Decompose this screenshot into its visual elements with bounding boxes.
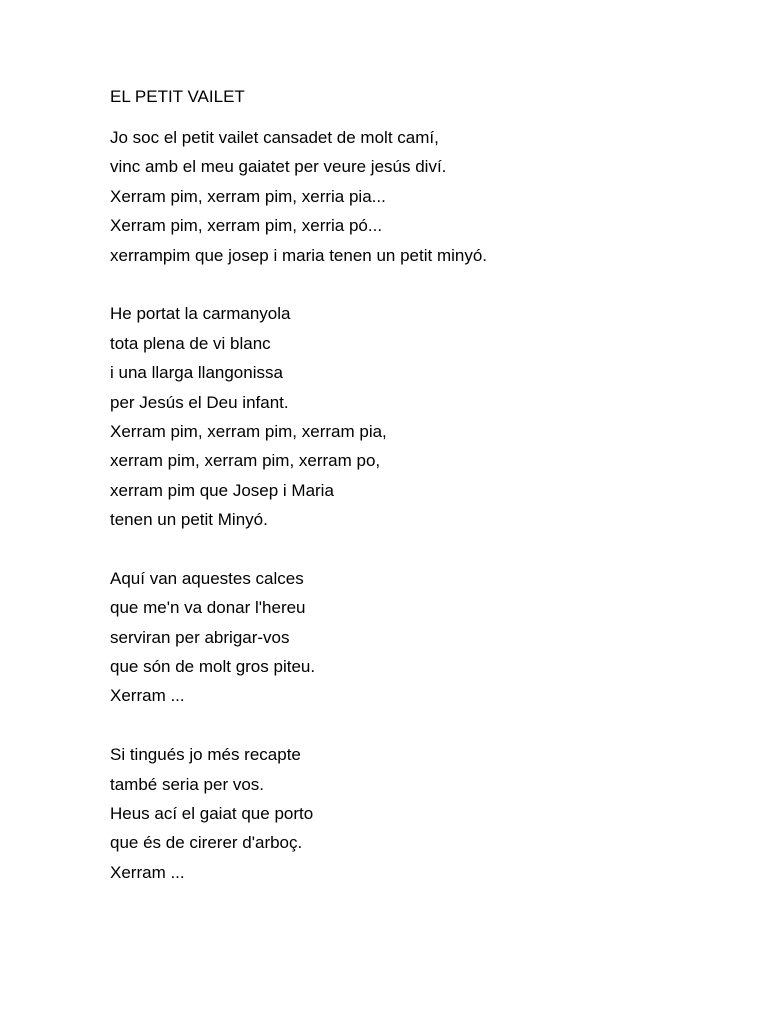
poem-line: xerram pim, xerram pim, xerram po, bbox=[110, 451, 381, 471]
stanza-3 bbox=[110, 564, 710, 711]
poem-line: Jo soc el petit vailet cansadet de molt camí, bbox=[110, 128, 439, 147]
poem-line: i una llarga llangonissa bbox=[110, 363, 283, 383]
poem-line: Xerram pim, xerram pim, xerram pia, bbox=[110, 421, 387, 441]
poem-line: també seria per vos. bbox=[110, 774, 265, 794]
poem-line: que són de molt gros piteu. bbox=[110, 657, 316, 677]
poem-line: que me'n va donar l'hereu bbox=[110, 598, 306, 618]
stanza-2 bbox=[110, 299, 710, 534]
page-title: EL PETIT VAILET bbox=[110, 87, 245, 106]
poem-line: He portat la carmanyola bbox=[110, 304, 291, 324]
poem-line: que és de cirerer d'arboç. bbox=[110, 833, 303, 853]
poem-line: Aquí van aquestes calces bbox=[110, 568, 304, 588]
poem-line: tota plena de vi blanc bbox=[110, 333, 271, 353]
stanza-1 bbox=[110, 123, 710, 270]
poem-line: vinc amb el meu gaiatet per veure jesús diví. bbox=[110, 157, 447, 177]
poem-line: serviran per abrigar-vos bbox=[110, 627, 290, 647]
poem-line: Si tingués jo més recapte bbox=[110, 745, 301, 765]
poem-body bbox=[110, 123, 710, 917]
poem-line: Xerram pim, xerram pim, xerria pó... bbox=[110, 216, 383, 236]
stanza-4 bbox=[110, 740, 710, 887]
poem-line: Xerram pim, xerram pim, xerria pia... bbox=[110, 186, 386, 206]
poem-line: tenen un petit Minyó. bbox=[110, 510, 268, 530]
poem-line: Xerram ... bbox=[110, 862, 185, 882]
poem-line: xerram pim que Josep i Maria bbox=[110, 480, 334, 500]
poem-line: Heus ací el gaiat que porto bbox=[110, 803, 314, 823]
poem-line: Xerram ... bbox=[110, 686, 185, 706]
poem-line: per Jesús el Deu infant. bbox=[110, 392, 289, 412]
poem-line: xerrampim que josep i maria tenen un petit minyó. bbox=[110, 245, 488, 265]
